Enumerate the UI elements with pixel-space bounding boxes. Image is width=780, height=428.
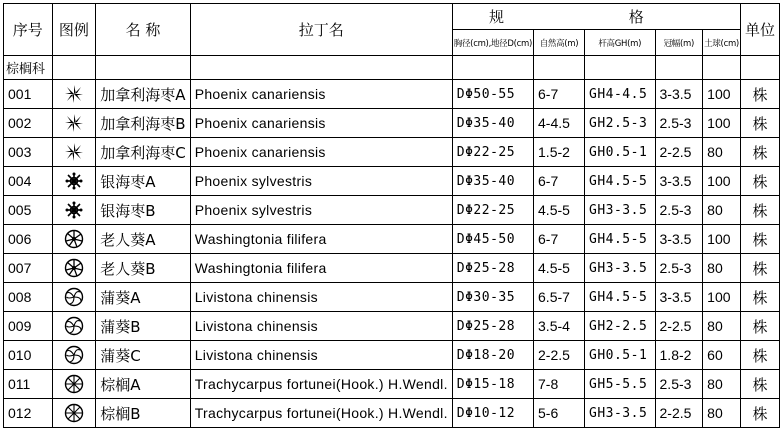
- trunk-diameter: DΦ18-20: [452, 341, 533, 370]
- root-ball: 100: [703, 109, 741, 138]
- latin-name: Trachycarpus fortunei(Hook.) H.Wendl.: [190, 399, 452, 428]
- trunk-height: GH0.5-1: [585, 341, 656, 370]
- crown-width: 2.5-3: [655, 196, 703, 225]
- header-unit: 单位: [740, 4, 779, 56]
- phoenix-palm-icon: [64, 84, 84, 104]
- root-ball: 100: [703, 80, 741, 109]
- crown-width: 2.5-3: [655, 254, 703, 283]
- natural-height: 6-7: [534, 225, 585, 254]
- table-row: [4, 341, 780, 370]
- root-ball: 80: [703, 254, 741, 283]
- trunk-height: GH5-5.5: [585, 370, 656, 399]
- latin-name: Trachycarpus fortunei(Hook.) H.Wendl.: [190, 370, 452, 399]
- header-spec-trunk-height: 杆高GH(m): [585, 30, 656, 56]
- trunk-height: GH2.5-3: [585, 109, 656, 138]
- header-spec-group: 规 格: [452, 4, 740, 30]
- table-row: [4, 80, 780, 109]
- row-number: 009: [4, 312, 53, 341]
- natural-height: 2-2.5: [534, 341, 585, 370]
- row-number: 006: [4, 225, 53, 254]
- unit: 株: [740, 312, 779, 341]
- trunk-height: GH2-2.5: [585, 312, 656, 341]
- table-row: [4, 312, 780, 341]
- unit: 株: [740, 196, 779, 225]
- latin-name: Phoenix sylvestris: [190, 196, 452, 225]
- trunk-diameter: DΦ35-40: [452, 167, 533, 196]
- trunk-diameter: DΦ50-55: [452, 80, 533, 109]
- legend-cell: [52, 225, 96, 254]
- legend-cell: [52, 80, 96, 109]
- trunk-diameter: DΦ35-40: [452, 109, 533, 138]
- unit: 株: [740, 283, 779, 312]
- unit: 株: [740, 138, 779, 167]
- legend-cell: [52, 167, 96, 196]
- unit: 株: [740, 225, 779, 254]
- legend-cell: [52, 254, 96, 283]
- crown-width: 2.5-3: [655, 370, 703, 399]
- root-ball: 60: [703, 341, 741, 370]
- plant-name: 蒲葵B: [96, 312, 190, 341]
- trunk-diameter: DΦ25-28: [452, 312, 533, 341]
- legend-cell: [52, 138, 96, 167]
- latin-name: Livistona chinensis: [190, 283, 452, 312]
- header-spec-diameter: 胸径(cm),地径D(cm): [452, 30, 533, 56]
- header-legend: 图例: [52, 4, 96, 56]
- legend-cell: [52, 399, 96, 428]
- phoenix-palm-icon: [64, 142, 84, 162]
- row-number: 012: [4, 399, 53, 428]
- root-ball: 80: [703, 370, 741, 399]
- legend-cell: [52, 283, 96, 312]
- root-ball: 80: [703, 312, 741, 341]
- crown-width: 2-2.5: [655, 312, 703, 341]
- natural-height: 5-6: [534, 399, 585, 428]
- unit: 株: [740, 109, 779, 138]
- trunk-height: GH3-3.5: [585, 196, 656, 225]
- trunk-height: GH4.5-5: [585, 167, 656, 196]
- header-name: 名 称: [96, 4, 190, 56]
- crown-width: 3-3.5: [655, 283, 703, 312]
- plant-name: 加拿利海枣A: [96, 80, 190, 109]
- plant-name: 棕榈A: [96, 370, 190, 399]
- plant-name: 棕榈B: [96, 399, 190, 428]
- natural-height: 3.5-4: [534, 312, 585, 341]
- windmill-palm-icon: [64, 374, 84, 394]
- natural-height: 4.5-5: [534, 196, 585, 225]
- row-number: 002: [4, 109, 53, 138]
- row-number: 004: [4, 167, 53, 196]
- latin-name: Washingtonia filifera: [190, 225, 452, 254]
- trunk-height: GH3-3.5: [585, 254, 656, 283]
- crown-width: 3-3.5: [655, 80, 703, 109]
- legend-cell: [52, 196, 96, 225]
- plant-name: 老人葵B: [96, 254, 190, 283]
- table-row: [4, 225, 780, 254]
- unit: 株: [740, 254, 779, 283]
- trunk-diameter: DΦ22-25: [452, 138, 533, 167]
- silver-date-palm-icon: [64, 171, 84, 191]
- crown-width: 1.8-2: [655, 341, 703, 370]
- legend-cell: [52, 370, 96, 399]
- fan-palm-icon: [64, 316, 84, 336]
- header-spec-height: 自然高(m): [534, 30, 585, 56]
- header-no: 序号: [4, 4, 53, 56]
- plant-name: 蒲葵A: [96, 283, 190, 312]
- row-number: 010: [4, 341, 53, 370]
- plant-name: 银海枣A: [96, 167, 190, 196]
- category-label: 棕榈科: [4, 56, 53, 80]
- row-number: 001: [4, 80, 53, 109]
- fan-palm-icon: [64, 345, 84, 365]
- trunk-height: GH3-3.5: [585, 399, 656, 428]
- natural-height: 4.5-5: [534, 254, 585, 283]
- natural-height: 6.5-7: [534, 283, 585, 312]
- plant-schedule-table: [3, 3, 780, 428]
- root-ball: 100: [703, 167, 741, 196]
- unit: 株: [740, 370, 779, 399]
- table-row: [4, 254, 780, 283]
- trunk-height: GH4.5-5: [585, 283, 656, 312]
- natural-height: 1.5-2: [534, 138, 585, 167]
- table-row: [4, 283, 780, 312]
- crown-width: 2-2.5: [655, 138, 703, 167]
- unit: 株: [740, 399, 779, 428]
- windmill-palm-icon: [64, 403, 84, 423]
- trunk-height: GH0.5-1: [585, 138, 656, 167]
- table-row: [4, 196, 780, 225]
- trunk-diameter: DΦ30-35: [452, 283, 533, 312]
- root-ball: 100: [703, 283, 741, 312]
- plant-name: 加拿利海枣C: [96, 138, 190, 167]
- plant-name: 老人葵A: [96, 225, 190, 254]
- legend-cell: [52, 312, 96, 341]
- trunk-diameter: DΦ10-12: [452, 399, 533, 428]
- unit: 株: [740, 80, 779, 109]
- latin-name: Phoenix sylvestris: [190, 167, 452, 196]
- table-row: [4, 138, 780, 167]
- plant-name: 蒲葵C: [96, 341, 190, 370]
- crown-width: 3-3.5: [655, 167, 703, 196]
- root-ball: 80: [703, 196, 741, 225]
- row-number: 007: [4, 254, 53, 283]
- table-row: [4, 399, 780, 428]
- header-spec-root-ball: 土球(cm): [703, 30, 741, 56]
- latin-name: Washingtonia filifera: [190, 254, 452, 283]
- trunk-diameter: DΦ45-50: [452, 225, 533, 254]
- table-row: [4, 109, 780, 138]
- natural-height: 6-7: [534, 80, 585, 109]
- crown-width: 2.5-3: [655, 109, 703, 138]
- legend-cell: [52, 341, 96, 370]
- root-ball: 80: [703, 399, 741, 428]
- natural-height: 7-8: [534, 370, 585, 399]
- trunk-diameter: DΦ22-25: [452, 196, 533, 225]
- plant-name: 加拿利海枣B: [96, 109, 190, 138]
- washingtonia-palm-icon: [64, 229, 84, 249]
- root-ball: 100: [703, 225, 741, 254]
- root-ball: 80: [703, 138, 741, 167]
- trunk-height: GH4-4.5: [585, 80, 656, 109]
- table-row: [4, 167, 780, 196]
- natural-height: 6-7: [534, 167, 585, 196]
- silver-date-palm-icon: [64, 200, 84, 220]
- latin-name: Phoenix canariensis: [190, 80, 452, 109]
- row-number: 005: [4, 196, 53, 225]
- natural-height: 4-4.5: [534, 109, 585, 138]
- trunk-height: GH4.5-5: [585, 225, 656, 254]
- row-number: 008: [4, 283, 53, 312]
- washingtonia-palm-icon: [64, 258, 84, 278]
- header-spec-crown: 冠幅(m): [655, 30, 703, 56]
- table-row: [4, 370, 780, 399]
- row-number: 003: [4, 138, 53, 167]
- header-latin: 拉丁名: [190, 4, 452, 56]
- row-number: 011: [4, 370, 53, 399]
- crown-width: 3-3.5: [655, 225, 703, 254]
- unit: 株: [740, 341, 779, 370]
- trunk-diameter: DΦ25-28: [452, 254, 533, 283]
- fan-palm-icon: [64, 287, 84, 307]
- plant-name: 银海枣B: [96, 196, 190, 225]
- trunk-diameter: DΦ15-18: [452, 370, 533, 399]
- latin-name: Phoenix canariensis: [190, 138, 452, 167]
- legend-cell: [52, 109, 96, 138]
- phoenix-palm-icon: [64, 113, 84, 133]
- latin-name: Livistona chinensis: [190, 312, 452, 341]
- crown-width: 2-2.5: [655, 399, 703, 428]
- unit: 株: [740, 167, 779, 196]
- latin-name: Livistona chinensis: [190, 341, 452, 370]
- latin-name: Phoenix canariensis: [190, 109, 452, 138]
